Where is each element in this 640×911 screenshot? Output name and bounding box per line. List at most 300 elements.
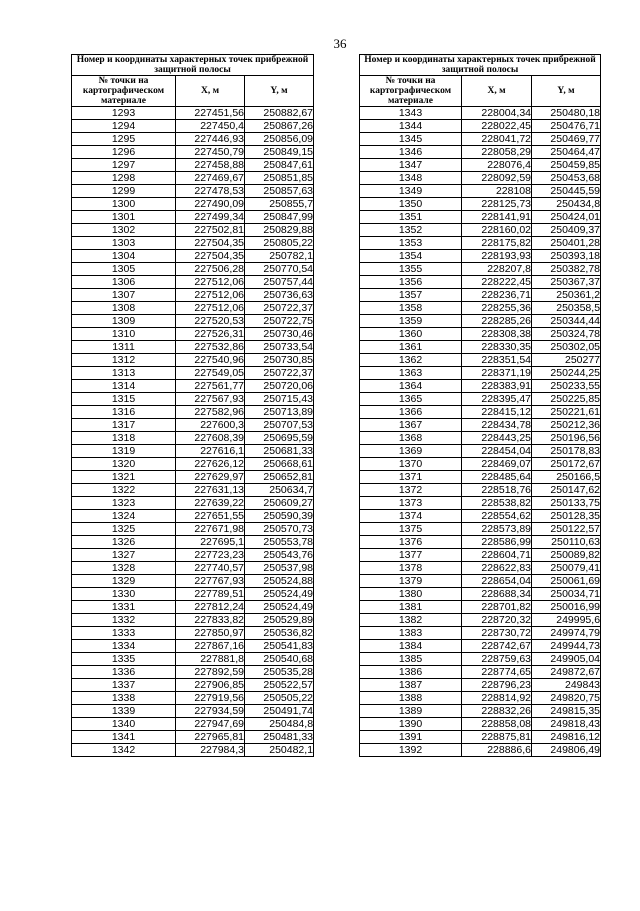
- y-coordinate-cell: 250482,1: [245, 744, 314, 757]
- y-coordinate-cell: 250609,27: [245, 497, 314, 510]
- x-coordinate-cell: 228395,47: [462, 393, 532, 406]
- point-number-cell: 1325: [72, 523, 176, 536]
- table-body: [360, 107, 601, 757]
- table-row: [72, 406, 314, 419]
- table-row: [72, 120, 314, 133]
- x-coordinate-cell: 228469,07: [462, 458, 532, 471]
- x-coordinate-cell: 228222,45: [462, 276, 532, 289]
- y-coordinate-cell: 250491,74: [245, 705, 314, 718]
- x-coordinate-cell: 227512,06: [176, 289, 245, 302]
- y-coordinate-cell: 250652,81: [245, 471, 314, 484]
- y-coordinate-cell: 250855,7: [245, 198, 314, 211]
- point-number-cell: 1305: [72, 263, 176, 276]
- table-row: [360, 328, 601, 341]
- y-coordinate-cell: 250445,59: [532, 185, 601, 198]
- y-coordinate-cell: 250522,57: [245, 679, 314, 692]
- point-number-cell: 1334: [72, 640, 176, 653]
- table-row: [72, 653, 314, 666]
- y-coordinate-cell: 250361,2: [532, 289, 601, 302]
- x-coordinate-cell: 228886,6: [462, 744, 532, 757]
- y-coordinate-cell: 250730,85: [245, 354, 314, 367]
- y-coordinate-cell: 250543,76: [245, 549, 314, 562]
- x-coordinate-cell: 227499,34: [176, 211, 245, 224]
- y-coordinate-cell: 250358,5: [532, 302, 601, 315]
- point-number-cell: 1315: [72, 393, 176, 406]
- table-row: [360, 458, 601, 471]
- x-coordinate-cell: 228701,82: [462, 601, 532, 614]
- x-coordinate-cell: 227458,88: [176, 159, 245, 172]
- point-number-cell: 1316: [72, 406, 176, 419]
- point-number-cell: 1327: [72, 549, 176, 562]
- y-coordinate-cell: 250847,61: [245, 159, 314, 172]
- table-row: [72, 744, 314, 757]
- point-number-cell: 1392: [360, 744, 462, 757]
- table-row: [72, 458, 314, 471]
- point-number-cell: 1344: [360, 120, 462, 133]
- point-number-cell: 1326: [72, 536, 176, 549]
- x-coordinate-cell: 228022,45: [462, 120, 532, 133]
- y-coordinate-cell: 250537,98: [245, 562, 314, 575]
- x-coordinate-cell: 227651,55: [176, 510, 245, 523]
- x-coordinate-cell: 228759,63: [462, 653, 532, 666]
- table-row: [360, 107, 601, 120]
- y-coordinate-cell: 249818,43: [532, 718, 601, 731]
- x-coordinate-cell: 227502,81: [176, 224, 245, 237]
- x-coordinate-cell: 228207,8: [462, 263, 532, 276]
- x-coordinate-cell: 227600,3: [176, 419, 245, 432]
- point-number-cell: 1350: [360, 198, 462, 211]
- y-coordinate-cell: 250524,88: [245, 575, 314, 588]
- x-coordinate-cell: 228875,81: [462, 731, 532, 744]
- table-row: [72, 471, 314, 484]
- x-coordinate-cell: 228383,91: [462, 380, 532, 393]
- table-row: [360, 432, 601, 445]
- point-number-cell: 1349: [360, 185, 462, 198]
- x-coordinate-cell: 228796,23: [462, 679, 532, 692]
- y-coordinate-cell: 250034,71: [532, 588, 601, 601]
- y-coordinate-cell: 250536,82: [245, 627, 314, 640]
- y-coordinate-cell: 250172,67: [532, 458, 601, 471]
- table-row: [360, 692, 601, 705]
- point-number-cell: 1320: [72, 458, 176, 471]
- x-coordinate-cell: 227567,93: [176, 393, 245, 406]
- x-coordinate-cell: 227469,67: [176, 172, 245, 185]
- y-coordinate-cell: 250722,37: [245, 302, 314, 315]
- y-coordinate-cell: 249905,04: [532, 653, 601, 666]
- x-coordinate-cell: 227532,86: [176, 341, 245, 354]
- y-coordinate-cell: 250122,57: [532, 523, 601, 536]
- point-number-cell: 1360: [360, 328, 462, 341]
- table-row: [72, 172, 314, 185]
- point-number-cell: 1351: [360, 211, 462, 224]
- y-coordinate-cell: 250713,89: [245, 406, 314, 419]
- x-coordinate-cell: 227608,39: [176, 432, 245, 445]
- x-coordinate-cell: 228688,34: [462, 588, 532, 601]
- y-coordinate-cell: 250782,1: [245, 250, 314, 263]
- y-coordinate-cell: 250668,61: [245, 458, 314, 471]
- y-coordinate-cell: 250707,53: [245, 419, 314, 432]
- x-coordinate-cell: 228285,26: [462, 315, 532, 328]
- point-number-cell: 1357: [360, 289, 462, 302]
- y-coordinate-cell: 250147,62: [532, 484, 601, 497]
- y-coordinate-cell: 250110,63: [532, 536, 601, 549]
- point-number-cell: 1318: [72, 432, 176, 445]
- point-number-cell: 1295: [72, 133, 176, 146]
- table-row: [360, 237, 601, 250]
- point-number-cell: 1353: [360, 237, 462, 250]
- table-row: [360, 263, 601, 276]
- point-number-cell: 1332: [72, 614, 176, 627]
- x-coordinate-cell: 227789,51: [176, 588, 245, 601]
- x-coordinate-cell: 228125,73: [462, 198, 532, 211]
- point-number-cell: 1384: [360, 640, 462, 653]
- point-number-cell: 1362: [360, 354, 462, 367]
- table-row: [72, 627, 314, 640]
- y-coordinate-cell: 250128,35: [532, 510, 601, 523]
- point-number-cell: 1336: [72, 666, 176, 679]
- point-number-cell: 1358: [360, 302, 462, 315]
- x-coordinate-cell: 228604,71: [462, 549, 532, 562]
- x-coordinate-cell: 228175,82: [462, 237, 532, 250]
- y-coordinate-cell: 250464,47: [532, 146, 601, 159]
- x-coordinate-cell: 228485,64: [462, 471, 532, 484]
- table-row: [360, 731, 601, 744]
- point-number-cell: 1313: [72, 367, 176, 380]
- x-coordinate-cell: 227919,56: [176, 692, 245, 705]
- x-coordinate-cell: 228454,04: [462, 445, 532, 458]
- table-row: [360, 198, 601, 211]
- y-coordinate-cell: 250344,44: [532, 315, 601, 328]
- x-coordinate-cell: 227984,3: [176, 744, 245, 757]
- x-coordinate-cell: 227504,35: [176, 250, 245, 263]
- y-coordinate-cell: 250212,36: [532, 419, 601, 432]
- table-row: [72, 549, 314, 562]
- table-row: [360, 627, 601, 640]
- table-row: [72, 224, 314, 237]
- column-header-y: Y, м: [532, 76, 601, 107]
- table-row: [360, 172, 601, 185]
- point-number-cell: 1355: [360, 263, 462, 276]
- x-coordinate-cell: 227671,98: [176, 523, 245, 536]
- y-coordinate-cell: 250178,83: [532, 445, 601, 458]
- x-coordinate-cell: 228518,76: [462, 484, 532, 497]
- point-number-cell: 1297: [72, 159, 176, 172]
- table-row: [360, 120, 601, 133]
- x-coordinate-cell: 227639,22: [176, 497, 245, 510]
- point-number-cell: 1301: [72, 211, 176, 224]
- x-coordinate-cell: 228092,59: [462, 172, 532, 185]
- x-coordinate-cell: 227626,12: [176, 458, 245, 471]
- x-coordinate-cell: 227549,05: [176, 367, 245, 380]
- table-row: [360, 718, 601, 731]
- x-coordinate-cell: 228371,19: [462, 367, 532, 380]
- x-coordinate-cell: 228858,08: [462, 718, 532, 731]
- point-number-cell: 1370: [360, 458, 462, 471]
- y-coordinate-cell: 250681,33: [245, 445, 314, 458]
- point-number-cell: 1367: [360, 419, 462, 432]
- point-number-cell: 1329: [72, 575, 176, 588]
- x-coordinate-cell: 227867,16: [176, 640, 245, 653]
- table-row: [360, 133, 601, 146]
- point-number-cell: 1323: [72, 497, 176, 510]
- table-row: [72, 666, 314, 679]
- y-coordinate-cell: 250715,43: [245, 393, 314, 406]
- table-row: [72, 705, 314, 718]
- x-coordinate-cell: 227906,85: [176, 679, 245, 692]
- point-number-cell: 1335: [72, 653, 176, 666]
- point-number-cell: 1378: [360, 562, 462, 575]
- y-coordinate-cell: 250722,37: [245, 367, 314, 380]
- y-coordinate-cell: 250302,05: [532, 341, 601, 354]
- x-coordinate-cell: 227934,59: [176, 705, 245, 718]
- y-coordinate-cell: 250770,54: [245, 263, 314, 276]
- x-coordinate-cell: 227540,96: [176, 354, 245, 367]
- y-coordinate-cell: 250505,22: [245, 692, 314, 705]
- x-coordinate-cell: 228076,4: [462, 159, 532, 172]
- y-coordinate-cell: 250829,88: [245, 224, 314, 237]
- point-number-cell: 1389: [360, 705, 462, 718]
- table-row: [72, 718, 314, 731]
- x-coordinate-cell: 227512,06: [176, 302, 245, 315]
- table-row: [360, 341, 601, 354]
- y-coordinate-cell: 250590,39: [245, 510, 314, 523]
- point-number-cell: 1386: [360, 666, 462, 679]
- column-header-x: X, м: [462, 76, 532, 107]
- y-coordinate-cell: 250867,26: [245, 120, 314, 133]
- y-coordinate-cell: 249815,35: [532, 705, 601, 718]
- y-coordinate-cell: 250476,71: [532, 120, 601, 133]
- x-coordinate-cell: 228554,62: [462, 510, 532, 523]
- column-header-point: № точки на картографическом материале: [72, 76, 176, 107]
- x-coordinate-cell: 228654,04: [462, 575, 532, 588]
- point-number-cell: 1293: [72, 107, 176, 120]
- point-number-cell: 1366: [360, 406, 462, 419]
- table-row: [72, 315, 314, 328]
- table-row: [72, 523, 314, 536]
- y-coordinate-cell: 250453,68: [532, 172, 601, 185]
- x-coordinate-cell: 228814,92: [462, 692, 532, 705]
- table-row: [360, 380, 601, 393]
- table-row: [72, 419, 314, 432]
- point-number-cell: 1376: [360, 536, 462, 549]
- y-coordinate-cell: 250570,73: [245, 523, 314, 536]
- y-coordinate-cell: 250061,69: [532, 575, 601, 588]
- table-row: [72, 107, 314, 120]
- table-row: [360, 159, 601, 172]
- x-coordinate-cell: 228193,93: [462, 250, 532, 263]
- point-number-cell: 1311: [72, 341, 176, 354]
- table-row: [72, 211, 314, 224]
- table-row: [72, 640, 314, 653]
- y-coordinate-cell: 250535,28: [245, 666, 314, 679]
- y-coordinate-cell: 250524,49: [245, 588, 314, 601]
- y-coordinate-cell: 250851,85: [245, 172, 314, 185]
- y-coordinate-cell: 249806,49: [532, 744, 601, 757]
- point-number-cell: 1343: [360, 107, 462, 120]
- point-number-cell: 1373: [360, 497, 462, 510]
- y-coordinate-cell: 250221,61: [532, 406, 601, 419]
- y-coordinate-cell: 249820,75: [532, 692, 601, 705]
- point-number-cell: 1387: [360, 679, 462, 692]
- table-row: [360, 302, 601, 315]
- x-coordinate-cell: 227512,06: [176, 276, 245, 289]
- point-number-cell: 1380: [360, 588, 462, 601]
- x-coordinate-cell: 227478,53: [176, 185, 245, 198]
- x-coordinate-cell: 227892,59: [176, 666, 245, 679]
- point-number-cell: 1339: [72, 705, 176, 718]
- point-number-cell: 1319: [72, 445, 176, 458]
- x-coordinate-cell: 227812,24: [176, 601, 245, 614]
- y-coordinate-cell: 250089,82: [532, 549, 601, 562]
- point-number-cell: 1312: [72, 354, 176, 367]
- y-coordinate-cell: 250730,46: [245, 328, 314, 341]
- point-number-cell: 1382: [360, 614, 462, 627]
- table-row: [72, 380, 314, 393]
- x-coordinate-cell: 228160,02: [462, 224, 532, 237]
- table-row: [72, 445, 314, 458]
- y-coordinate-cell: 250805,22: [245, 237, 314, 250]
- table-row: [72, 575, 314, 588]
- y-coordinate-cell: 250541,83: [245, 640, 314, 653]
- table-row: [360, 484, 601, 497]
- table-row: [360, 419, 601, 432]
- point-number-cell: 1359: [360, 315, 462, 328]
- x-coordinate-cell: 228434,78: [462, 419, 532, 432]
- column-header-x: X, м: [176, 76, 245, 107]
- y-coordinate-cell: 250424,01: [532, 211, 601, 224]
- y-coordinate-cell: 250393,18: [532, 250, 601, 263]
- point-number-cell: 1341: [72, 731, 176, 744]
- point-number-cell: 1300: [72, 198, 176, 211]
- table-row: [72, 536, 314, 549]
- table-row: [360, 614, 601, 627]
- y-coordinate-cell: 250481,33: [245, 731, 314, 744]
- x-coordinate-cell: 227490,09: [176, 198, 245, 211]
- point-number-cell: 1296: [72, 146, 176, 159]
- table-row: [360, 185, 601, 198]
- y-coordinate-cell: 250720,06: [245, 380, 314, 393]
- x-coordinate-cell: 227526,31: [176, 328, 245, 341]
- x-coordinate-cell: 228622,83: [462, 562, 532, 575]
- point-number-cell: 1377: [360, 549, 462, 562]
- table-row: [360, 276, 601, 289]
- page-number: 36: [333, 36, 347, 51]
- table-row: [360, 705, 601, 718]
- point-number-cell: 1361: [360, 341, 462, 354]
- point-number-cell: 1321: [72, 471, 176, 484]
- x-coordinate-cell: 228586,99: [462, 536, 532, 549]
- point-number-cell: 1354: [360, 250, 462, 263]
- x-coordinate-cell: 227833,82: [176, 614, 245, 627]
- x-coordinate-cell: 228308,38: [462, 328, 532, 341]
- x-coordinate-cell: 227506,28: [176, 263, 245, 276]
- x-coordinate-cell: 227881,8: [176, 653, 245, 666]
- point-number-cell: 1299: [72, 185, 176, 198]
- y-coordinate-cell: 250401,28: [532, 237, 601, 250]
- point-number-cell: 1308: [72, 302, 176, 315]
- y-coordinate-cell: 250459,85: [532, 159, 601, 172]
- y-coordinate-cell: 250277: [532, 354, 601, 367]
- y-coordinate-cell: 250722,75: [245, 315, 314, 328]
- table-row: [72, 484, 314, 497]
- table-row: [72, 367, 314, 380]
- point-number-cell: 1345: [360, 133, 462, 146]
- point-number-cell: 1388: [360, 692, 462, 705]
- table-row: [72, 354, 314, 367]
- point-number-cell: 1330: [72, 588, 176, 601]
- table-row: [72, 393, 314, 406]
- point-number-cell: 1331: [72, 601, 176, 614]
- table-row: [360, 354, 601, 367]
- x-coordinate-cell: 227446,93: [176, 133, 245, 146]
- point-number-cell: 1364: [360, 380, 462, 393]
- y-coordinate-cell: 250540,68: [245, 653, 314, 666]
- point-number-cell: 1381: [360, 601, 462, 614]
- x-coordinate-cell: 228742,67: [462, 640, 532, 653]
- point-number-cell: 1348: [360, 172, 462, 185]
- point-number-cell: 1338: [72, 692, 176, 705]
- table-row: [72, 510, 314, 523]
- point-number-cell: 1374: [360, 510, 462, 523]
- x-coordinate-cell: 228774,65: [462, 666, 532, 679]
- table-row: [360, 471, 601, 484]
- y-coordinate-cell: 250233,55: [532, 380, 601, 393]
- point-number-cell: 1303: [72, 237, 176, 250]
- x-coordinate-cell: 228058,29: [462, 146, 532, 159]
- x-coordinate-cell: 228720,32: [462, 614, 532, 627]
- x-coordinate-cell: 227629,97: [176, 471, 245, 484]
- y-coordinate-cell: 250733,54: [245, 341, 314, 354]
- y-coordinate-cell: 250079,41: [532, 562, 601, 575]
- y-coordinate-cell: 250882,67: [245, 107, 314, 120]
- x-coordinate-cell: 228004,34: [462, 107, 532, 120]
- table-row: [360, 575, 601, 588]
- point-number-cell: 1352: [360, 224, 462, 237]
- point-number-cell: 1385: [360, 653, 462, 666]
- point-number-cell: 1328: [72, 562, 176, 575]
- point-number-cell: 1368: [360, 432, 462, 445]
- x-coordinate-cell: 227767,93: [176, 575, 245, 588]
- y-coordinate-cell: 250849,15: [245, 146, 314, 159]
- table-row: [360, 666, 601, 679]
- y-coordinate-cell: 250634,7: [245, 484, 314, 497]
- table-title: Номер и координаты характерных точек прибрежной защитной полосы: [360, 55, 601, 76]
- y-coordinate-cell: 250225,85: [532, 393, 601, 406]
- table-row: [360, 640, 601, 653]
- y-coordinate-cell: 249816,12: [532, 731, 601, 744]
- point-number-cell: 1346: [360, 146, 462, 159]
- x-coordinate-cell: 228255,36: [462, 302, 532, 315]
- point-number-cell: 1337: [72, 679, 176, 692]
- table-row: [72, 198, 314, 211]
- y-coordinate-cell: 250244,25: [532, 367, 601, 380]
- y-coordinate-cell: 249944,73: [532, 640, 601, 653]
- table-row: [72, 250, 314, 263]
- table-row: [360, 445, 601, 458]
- x-coordinate-cell: 228443,25: [462, 432, 532, 445]
- x-coordinate-cell: 228236,71: [462, 289, 532, 302]
- table-body: [72, 107, 314, 757]
- table-row: [72, 185, 314, 198]
- x-coordinate-cell: 227947,69: [176, 718, 245, 731]
- point-number-cell: 1375: [360, 523, 462, 536]
- x-coordinate-cell: 228351,54: [462, 354, 532, 367]
- x-coordinate-cell: 228832,26: [462, 705, 532, 718]
- y-coordinate-cell: 250847,99: [245, 211, 314, 224]
- table-title: Номер и координаты характерных точек прибрежной защитной полосы: [72, 55, 314, 76]
- y-coordinate-cell: 250480,18: [532, 107, 601, 120]
- x-coordinate-cell: 227450,4: [176, 120, 245, 133]
